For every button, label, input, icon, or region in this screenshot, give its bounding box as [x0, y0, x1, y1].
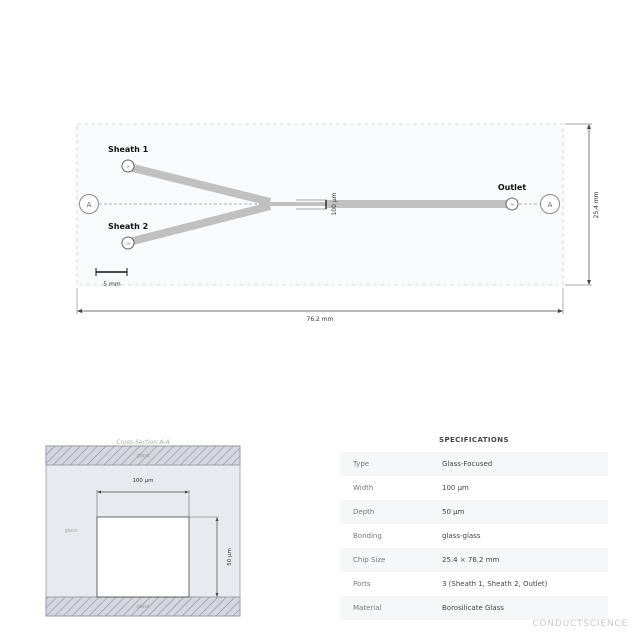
table-row [340, 524, 608, 548]
table-row [340, 572, 608, 596]
spec-value: 3 (Sheath 1, Sheath 2, Outlet) [442, 580, 548, 588]
brand-logo: CONDUCTSCIENCE [532, 619, 628, 629]
spec-key: Depth [340, 500, 442, 524]
height-dimension [565, 124, 592, 285]
arrow-icon: > [126, 165, 130, 170]
sheath2-label: Sheath 2 [108, 222, 149, 231]
spec-value: 25.4 × 76.2 mm [442, 548, 608, 572]
arrow-icon: > [510, 203, 514, 208]
table-row [340, 500, 608, 524]
spec-key: Chip Size [340, 548, 442, 572]
sheath1-port[interactable] [122, 160, 134, 172]
table-row [340, 548, 608, 572]
spec-value: 100 µm [442, 484, 469, 492]
spec-key: Material [340, 596, 442, 620]
outlet-label: Outlet [497, 183, 527, 192]
bottom-glass-label: glass [136, 604, 150, 610]
length-dimension [77, 288, 563, 314]
table-row [340, 596, 608, 620]
outlet-port[interactable] [506, 198, 518, 210]
table-row [340, 452, 608, 476]
channel-cross-section [97, 517, 189, 597]
top-glass-label: glass [136, 453, 150, 459]
spec-value: glass-glass [442, 532, 481, 540]
section-marker-right [541, 195, 560, 214]
cross-section-title: Cross-Section A-A [116, 439, 170, 446]
arrow-icon: > [126, 242, 130, 247]
sheath1-label: Sheath 1 [108, 145, 149, 154]
spec-key: Width [353, 484, 374, 492]
section-marker-left [80, 195, 99, 214]
cs-width-label: 100 µm [132, 478, 154, 484]
spec-value: Glass-Focused [442, 452, 608, 476]
spec-value: Borosilicate Glass [442, 596, 608, 620]
spec-key: Bonding [353, 532, 382, 540]
specifications-table [340, 452, 608, 620]
spec-key: Type [340, 452, 442, 476]
spec-key: Ports [353, 580, 371, 588]
svg-text:A: A [86, 201, 92, 209]
side-glass-label: glass [64, 528, 78, 534]
svg-text:A: A [547, 201, 553, 209]
specifications-title: SPECIFICATIONS [439, 436, 509, 444]
spec-value: 50 µm [442, 500, 608, 524]
table-row [340, 476, 608, 500]
height-label: 25.4 mm [593, 191, 600, 219]
sheath2-port[interactable] [122, 237, 134, 249]
cs-depth-label: 50 µm [227, 548, 233, 566]
length-label: 76.2 mm [306, 316, 334, 323]
scale-bar-label: 5 mm [103, 281, 121, 288]
channel-width-label: 100 µm [331, 192, 338, 216]
